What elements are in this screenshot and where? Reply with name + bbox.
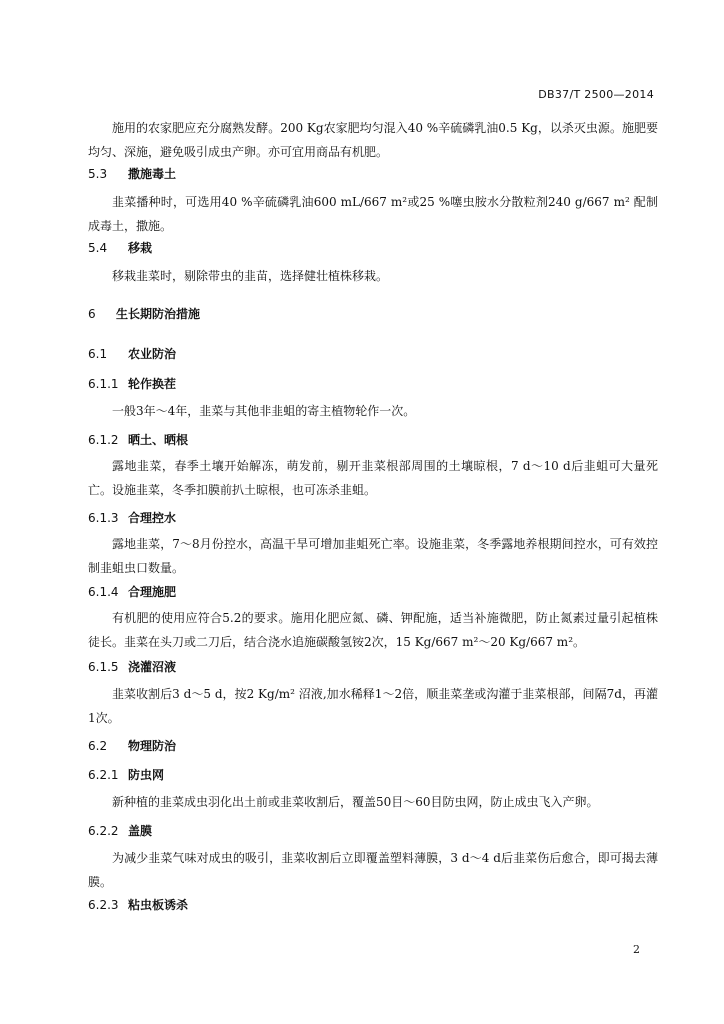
paragraph-text: 一般3年～4年，韭菜与其他非韭蛆的寄主植物轮作一次。 bbox=[112, 404, 416, 418]
paragraph-text: 韭菜收割后3 d～5 d，按2 Kg/m² 沼液,加水稀释1～2倍，顺韭菜垄或沟灌于韭菜根部，间隔7d，再灌1次。 bbox=[88, 687, 658, 725]
paragraph-sun-soil bbox=[88, 454, 658, 502]
paragraph-manure bbox=[88, 116, 658, 164]
section-number: 6.1.2 bbox=[88, 433, 119, 447]
section-number: 6.1.4 bbox=[88, 585, 119, 599]
paragraph-toxic-soil bbox=[88, 190, 658, 238]
section-title: 浇灌沼液 bbox=[128, 660, 177, 674]
section-6-1-heading bbox=[88, 346, 658, 362]
paragraph-film-cover bbox=[88, 846, 658, 894]
paragraph-fertilize bbox=[88, 606, 658, 654]
section-number: 6.2.2 bbox=[88, 824, 119, 838]
section-title: 合理施肥 bbox=[128, 585, 177, 599]
paragraph-text: 韭菜播种时，可选用40 %辛硫磷乳油600 mL/667 m²或25 %噻虫胺水分散粒剂240 g/667 m² 配制成毒土，撒施。 bbox=[88, 195, 658, 233]
section-title: 粘虫板诱杀 bbox=[128, 898, 189, 912]
section-number: 6.1.3 bbox=[88, 511, 119, 525]
section-6-1-4-heading bbox=[88, 584, 658, 600]
section-number: 6.1 bbox=[88, 347, 108, 361]
section-title: 防虫网 bbox=[128, 768, 165, 782]
section-6-2-1-heading bbox=[88, 767, 658, 783]
standard-code-header: DB37/T 2500—2014 bbox=[538, 88, 654, 101]
section-6-1-3-heading bbox=[88, 510, 658, 526]
section-5-3-heading bbox=[88, 166, 658, 182]
section-number: 6 bbox=[88, 307, 96, 321]
section-6-1-1-heading bbox=[88, 376, 658, 392]
paragraph-text: 移栽韭菜时，剔除带虫的韭苗，选择健壮植株移栽。 bbox=[112, 269, 389, 283]
section-6-2-heading bbox=[88, 738, 658, 754]
section-6-heading bbox=[88, 306, 658, 322]
paragraph-text: 施用的农家肥应充分腐熟发酵。200 Kg农家肥均匀混入40 %辛硫磷乳油0.5 Kg，以杀灭虫源。施肥要均匀、深施，避免吸引成虫产卵。亦可宜用商品有机肥。 bbox=[88, 121, 658, 159]
paragraph-text: 露地韭菜，春季土壤开始解冻，萌发前，剔开韭菜根部周围的土壤晾根，7 d～10 d后韭蛆可大量死亡。设施韭菜，冬季扣膜前扒土晾根，也可冻杀韭蛆。 bbox=[88, 459, 658, 497]
paragraph-text: 露地韭菜，7～8月份控水，高温干旱可增加韭蛆死亡率。设施韭菜，冬季露地养根期间控水，可有效控制韭蛆虫口数量。 bbox=[88, 537, 658, 575]
paragraph-rotation bbox=[88, 399, 658, 423]
paragraph-text: 新种植的韭菜成虫羽化出土前或韭菜收割后，覆盖50目～60目防虫网，防止成虫飞入产卵。 bbox=[112, 795, 599, 809]
paragraph-biogas bbox=[88, 682, 658, 730]
section-6-2-2-heading bbox=[88, 823, 658, 839]
section-6-1-5-heading bbox=[88, 659, 658, 675]
section-6-1-2-heading bbox=[88, 432, 658, 448]
section-5-4-heading bbox=[88, 240, 658, 256]
section-number: 6.2.1 bbox=[88, 768, 119, 782]
section-number: 6.1.5 bbox=[88, 660, 119, 674]
section-title: 轮作换茬 bbox=[128, 377, 177, 391]
section-title: 物理防治 bbox=[128, 739, 177, 753]
section-title: 移栽 bbox=[128, 241, 153, 255]
section-number: 6.2.3 bbox=[88, 898, 119, 912]
section-title: 合理控水 bbox=[128, 511, 177, 525]
section-number: 6.2 bbox=[88, 739, 108, 753]
section-title: 晒土、晒根 bbox=[128, 433, 189, 447]
section-number: 5.3 bbox=[88, 167, 108, 181]
paragraph-insect-net bbox=[88, 790, 658, 814]
section-title: 农业防治 bbox=[128, 347, 177, 361]
paragraph-water-control bbox=[88, 532, 658, 580]
paragraph-text: 为减少韭菜气味对成虫的吸引，韭菜收割后立即覆盖塑料薄膜，3 d～4 d后韭菜伤后愈合，即可揭去薄膜。 bbox=[88, 851, 658, 889]
paragraph-transplant bbox=[88, 264, 658, 288]
section-number: 5.4 bbox=[88, 241, 108, 255]
page-number: 2 bbox=[633, 943, 640, 956]
section-title: 撒施毒土 bbox=[128, 167, 177, 181]
section-title: 盖膜 bbox=[128, 824, 153, 838]
paragraph-text: 有机肥的使用应符合5.2的要求。施用化肥应氮、磷、钾配施，适当补施微肥，防止氮素过量引起植株徒长。韭菜在头刀或二刀后，结合浇水追施碳酸氢铵2次，15 Kg/667 m²～20 Kg/667 m²。 bbox=[88, 611, 658, 649]
section-title: 生长期防治措施 bbox=[116, 307, 201, 321]
section-6-2-3-heading bbox=[88, 897, 658, 913]
section-number: 6.1.1 bbox=[88, 377, 119, 391]
